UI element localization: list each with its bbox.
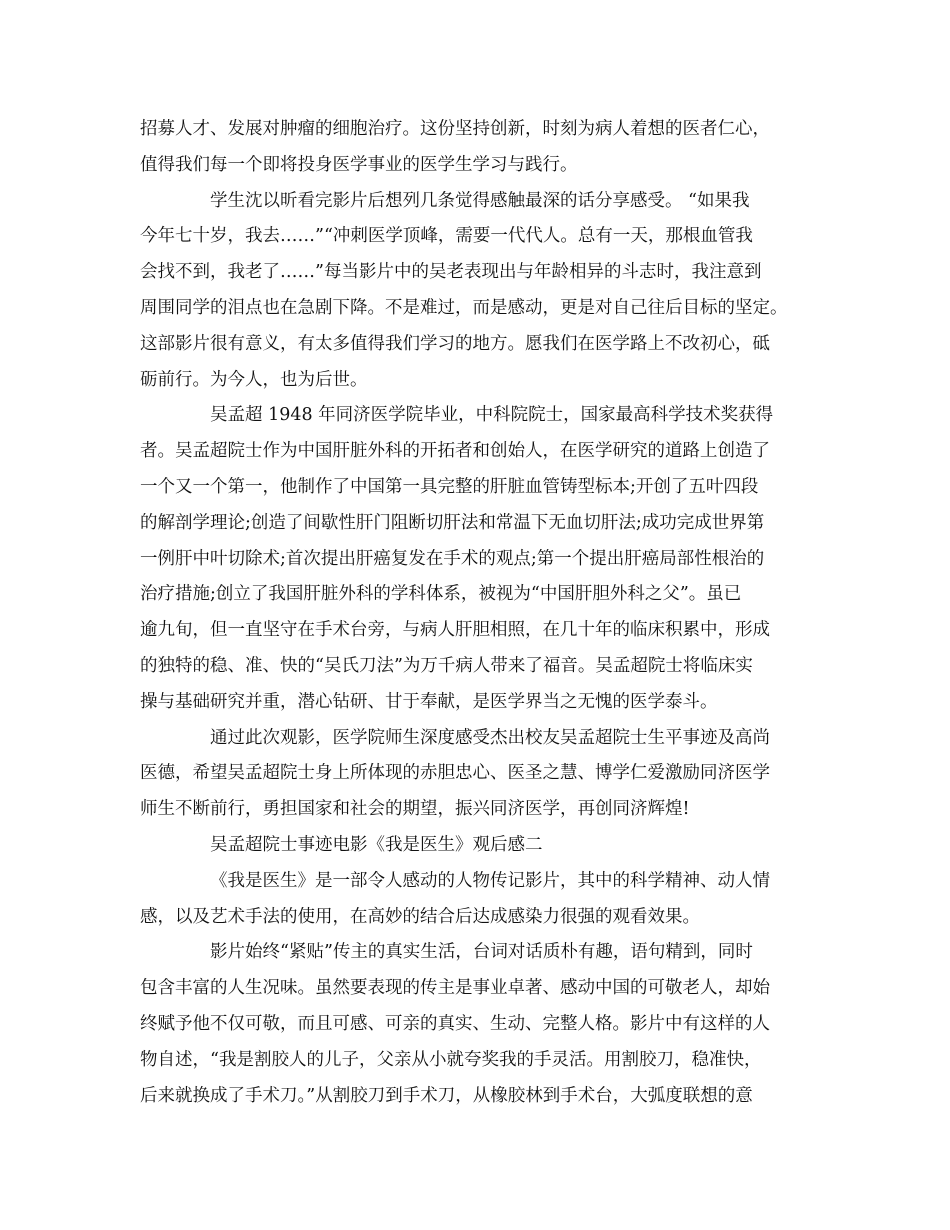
- text-line: 师生不断前行，勇担国家和社会的期望，振兴同济医学，再创同济辉煌!: [140, 799, 690, 820]
- text-line: 值得我们每一个即将投身医学事业的医学生学习与践行。: [140, 154, 578, 175]
- text-line: 终赋予他不仅可敬，而且可感、可亲的真实、生动、完整人格。影片中有这样的人: [140, 1013, 770, 1034]
- text-line: 治疗措施;创立了我国肝脏外科的学科体系，被视为“中国肝胆外科之父”。虽已: [140, 584, 742, 605]
- paragraph-start-line: 影片始终“紧贴”传主的真实生活，台词对话质朴有趣，语句精到，同时: [210, 942, 753, 963]
- text-line: 会找不到，我老了……”每当影片中的吴老表现出与年龄相异的斗志时，我注意到: [140, 262, 762, 283]
- text-line: 操与基础研究并重，潜心钻研、甘于奉献，是医学界当之无愧的医学泰斗。: [140, 691, 718, 712]
- text-line: 一例肝中叶切除术;首次提出肝癌复发在手术的观点;第一个提出肝癌局部性根治的: [140, 548, 765, 569]
- section-heading: 吴孟超院士事迹电影《我是医生》观后感二: [210, 834, 543, 855]
- paragraph-start-line: 学生沈以昕看完影片后想列几条觉得感触最深的话分享感受。 “如果我: [210, 190, 750, 211]
- document-body: [140, 112, 830, 1114]
- paragraph-start-line: 通过此次观影，医学院师生深度感受杰出校友吴孟超院士生平事迹及高尚: [210, 727, 770, 748]
- text-line: 一个又一个第一，他制作了中国第一具完整的肝脏血管铸型标本;开创了五叶四段: [140, 476, 759, 497]
- text-line: 这部影片很有意义，有太多值得我们学习的地方。愿我们在医学路上不改初心，砥: [140, 333, 770, 354]
- text-line: 周围同学的泪点也在急剧下降。不是难过，而是感动，更是对自己往后目标的坚定。: [140, 297, 788, 318]
- text-line: 感，以及艺术手法的使用，在高妙的结合后达成感染力很强的观看效果。: [140, 906, 700, 927]
- text-line: 逾九旬，但一直坚守在手术台旁，与病人肝胆相照，在几十年的临床积累中，形成: [140, 620, 770, 641]
- text-line: 后来就换成了手术刀。”从割胶刀到手术刀，从橡胶林到手术台，大弧度联想的意: [140, 1085, 753, 1106]
- paragraph-start-line: 吴孟超 1948 年同济医学院毕业，中科院院士，国家最高科学技术奖获得: [210, 405, 774, 426]
- text-line: 今年七十岁，我去……”“冲刺医学顶峰，需要一代代人。总有一天，那根血管我: [140, 226, 753, 247]
- text-line: 物自述，“我是割胶人的儿子，父亲从小就夸奖我的手灵活。用割胶刀，稳准快，: [140, 1049, 762, 1070]
- text-line: 者。吴孟超院士作为中国肝脏外科的开拓者和创始人，在医学研究的道路上创造了: [140, 441, 770, 462]
- text-line: 医德，希望吴孟超院士身上所体现的赤胆忠心、医圣之慧、博学仁爱激励同济医学: [140, 763, 770, 784]
- paragraph-start-line: 《我是医生》是一部令人感动的人物传记影片，其中的科学精神、动人情: [210, 870, 770, 891]
- text-line: 砺前行。为今人，也为后世。: [140, 369, 368, 390]
- text-line: 的独特的稳、准、快的“吴氏刀法”为万千病人带来了福音。吴孟超院士将临床实: [140, 655, 753, 676]
- text-line: 包含丰富的人生况味。虽然要表现的传主是事业卓著、感动中国的可敬老人，却始: [140, 978, 770, 999]
- text-line: 招募人才、发展对肿瘤的细胞治疗。这份坚持创新，时刻为病人着想的医者仁心，: [140, 119, 770, 139]
- text-line: 的解剖学理论;创造了间歇性肝门阻断切肝法和常温下无血切肝法;成功完成世界第: [140, 512, 765, 533]
